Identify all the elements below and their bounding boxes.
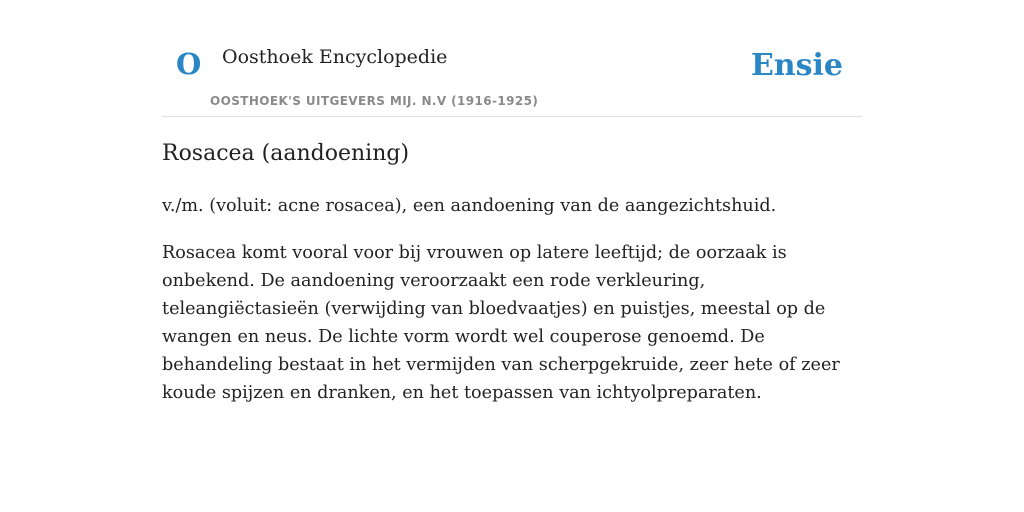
brand-logo[interactable]: Ensie xyxy=(750,48,843,83)
publisher-subtitle: OOSTHOEK'S UITGEVERS MIJ. N.V (1916-1925) xyxy=(210,94,539,108)
article-body: Rosacea komt vooral voor bij vrouwen op latere leeftijd; de oorzaak is onbekend. De aandoening veroorzaakt een rode verkleuring, teleangiëctasieën (verwijding van bloedvaatjes) en puistjes, meestal op de wangen en neus. De lichte vorm wordt wel couperose genoemd. De behandeling bestaat in het vermijden van scherpgekruide, zeer hete of zeer koude spijzen en dranken, en het toepassen van ichtyolpreparaten. xyxy=(162,243,840,403)
article xyxy=(162,138,862,407)
publication-logo-icon: O xyxy=(176,47,202,81)
article-definition: v./m. (voluit: acne rosacea), een aandoening van de aangezichtshuid. xyxy=(162,196,777,216)
article-title: Rosacea (aandoening) xyxy=(162,141,410,166)
publication-title[interactable]: Oosthoek Encyclopedie xyxy=(222,46,448,68)
header xyxy=(162,0,862,117)
